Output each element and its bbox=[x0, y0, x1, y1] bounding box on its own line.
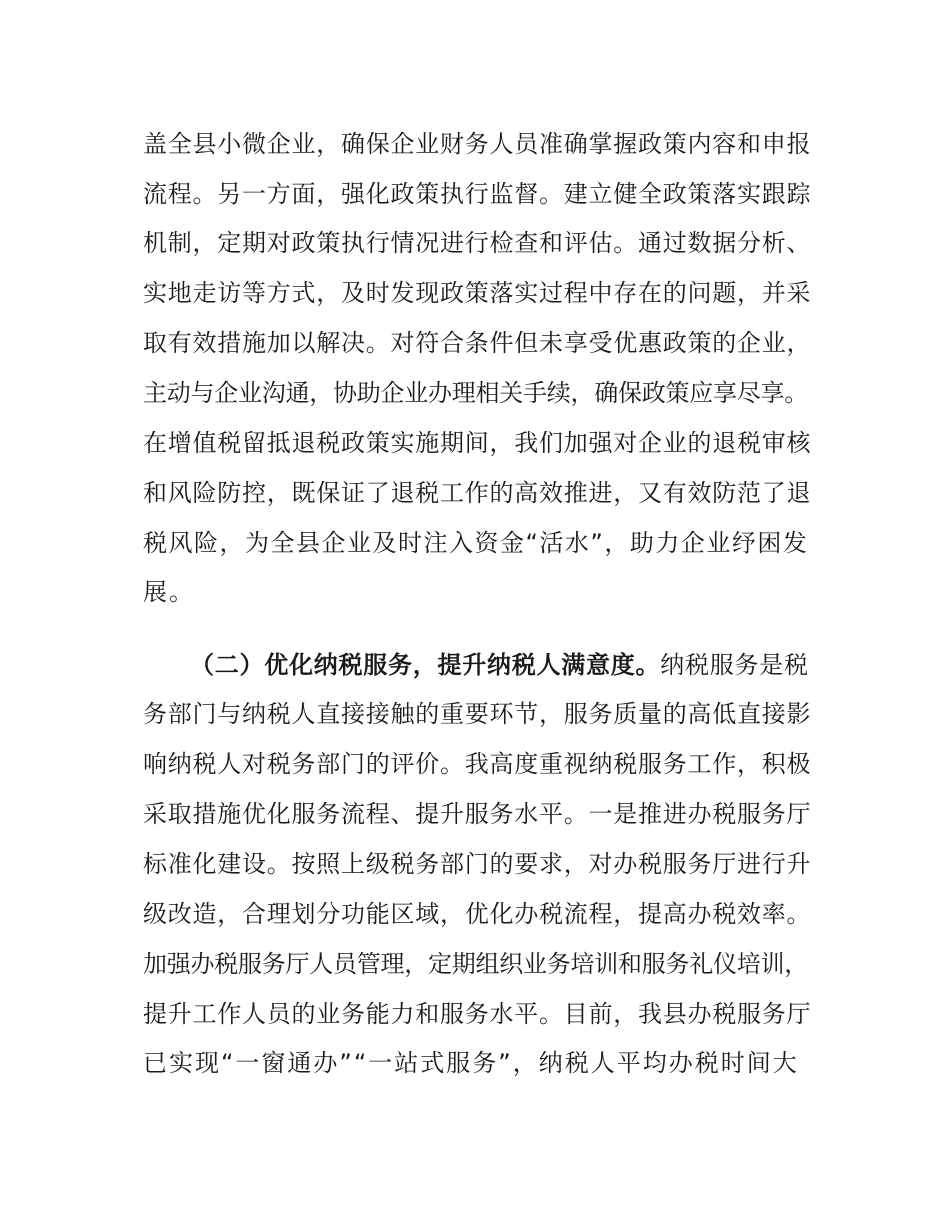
paragraph-2-line-6: 级改造，合理划分功能区域，优化办税流程，提高办税效率。 bbox=[143, 900, 812, 928]
paragraph-2-first-line-text: 纳税服务是税 bbox=[660, 651, 809, 679]
paragraph-1-line-3: 机制，定期对政策执行情况进行检查和评估。通过数据分析、 bbox=[143, 229, 812, 257]
paragraph-1-line-7: 在增值税留抵退税政策实施期间，我们加强对企业的退税审核 bbox=[143, 429, 812, 457]
paragraph-2-line-5: 标准化建设。按照上级税务部门的要求，对办税服务厅进行升 bbox=[143, 850, 812, 878]
paragraph-1-line-1: 盖全县小微企业，确保企业财务人员准确掌握政策内容和申报 bbox=[143, 130, 812, 158]
paragraph-2-line-7: 加强办税服务厅人员管理，定期组织业务培训和服务礼仪培训， bbox=[143, 950, 808, 978]
paragraph-2-line-3: 响纳税人对税务部门的评价。我高度重视纳税服务工作，积极 bbox=[143, 750, 812, 778]
paragraph-2-line-8: 提升工作人员的业务能力和服务水平。目前，我县办税服务厅 bbox=[143, 1000, 812, 1028]
paragraph-1-line-5: 取有效措施加以解决。对符合条件但未享受优惠政策的企业， bbox=[143, 329, 812, 357]
paragraph-2-line-4: 采取措施优化服务流程、提升服务水平。一是推进办税服务厅 bbox=[143, 800, 812, 828]
paragraph-1-line-4: 实地走访等方式，及时发现政策落实过程中存在的问题，并采 bbox=[143, 279, 812, 307]
paragraph-2-line-2: 务部门与纳税人直接接触的重要环节，服务质量的高低直接影 bbox=[143, 700, 812, 728]
paragraph-1-line-8: 和风险防控，既保证了退税工作的高效推进，又有效防范了退 bbox=[143, 479, 812, 507]
paragraph-2-line-9: 已实现“一窗通办”“一站式服务”，纳税人平均办税时间大 bbox=[143, 1049, 799, 1077]
paragraph-1-line-2: 流程。另一方面，强化政策执行监督。建立健全政策落实跟踪 bbox=[143, 180, 812, 208]
paragraph-1-line-9: 税风险，为全县企业及时注入资金“活水”，助力企业纾困发 bbox=[143, 529, 809, 557]
paragraph-1-line-6: 主动与企业沟通，协助企业办理相关手续，确保政策应享尽享。 bbox=[143, 379, 808, 407]
paragraph-1-line-10: 展。 bbox=[143, 578, 195, 606]
section-heading: （二）优化纳税服务，提升纳税人满意度。 bbox=[190, 651, 661, 679]
paragraph-2-line-1 bbox=[190, 645, 809, 685]
